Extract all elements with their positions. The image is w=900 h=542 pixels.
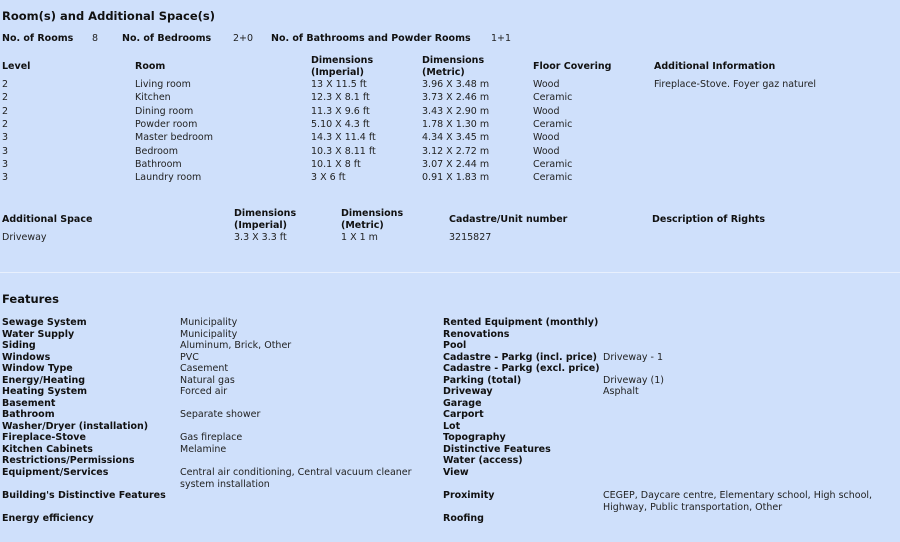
feature-left-label: Heating System — [2, 386, 88, 397]
bedrooms-count-label: No. of Bedrooms — [122, 33, 212, 44]
room-floor-cell: Wood — [533, 132, 560, 144]
feature-left-value: Central air conditioning, Central vacuum cleaner system installation — [180, 467, 412, 490]
feature-right-label: Water (access) — [443, 455, 523, 466]
features-section-title: Features — [2, 292, 59, 306]
feature-left-label: Energy efficiency — [2, 513, 94, 524]
feature-right-label: Proximity — [443, 490, 495, 501]
room-row — [0, 118, 900, 131]
room-room-cell: Living room — [135, 79, 191, 90]
feature-left-label: Fireplace-Stove — [2, 432, 86, 443]
feature-left-value: Forced air — [180, 386, 228, 397]
feature-left-value: Municipality — [180, 329, 238, 340]
feature-left-value: Gas fireplace — [180, 432, 243, 443]
feature-right-label: Roofing — [443, 513, 484, 524]
room-level-cell: 3 — [2, 145, 9, 157]
header-rights: Description of Rights — [652, 214, 766, 225]
space-cadastre: 3215827 — [449, 232, 492, 243]
feature-left-label: Energy/Heating — [2, 375, 86, 386]
rooms-count-value: 8 — [92, 33, 99, 44]
feature-left-label: Bathroom — [2, 409, 55, 420]
room-imperial-cell: 11.3 X 9.6 ft — [311, 105, 370, 117]
room-imperial-cell: 10.3 X 8.11 ft — [311, 145, 376, 157]
room-row — [0, 91, 900, 104]
header-cadastre: Cadastre/Unit number — [449, 214, 568, 225]
feature-right-label: Cadastre - Parkg (incl. price) — [443, 352, 598, 363]
feature-right-label: Renovations — [443, 329, 510, 340]
room-metric-cell: 3.07 X 2.44 m — [422, 158, 490, 170]
room-metric-cell: 3.43 X 2.90 m — [422, 105, 490, 117]
feature-right-label: Garage — [443, 398, 482, 409]
room-metric-cell: 3.96 X 3.48 m — [422, 79, 490, 90]
feature-left-label: Kitchen Cabinets — [2, 444, 93, 455]
header-space-dim-metric: Dimensions (Metric) — [341, 208, 404, 231]
feature-left-value: Casement — [180, 363, 229, 374]
room-row — [0, 145, 900, 158]
room-level-cell: 3 — [2, 132, 9, 144]
bedrooms-count-value: 2+0 — [233, 33, 254, 44]
room-room-cell: Bedroom — [135, 145, 178, 157]
room-metric-cell: 4.34 X 3.45 m — [422, 132, 490, 144]
room-imperial-cell: 12.3 X 8.1 ft — [311, 92, 370, 104]
room-room-cell: Laundry room — [135, 172, 202, 184]
room-floor-cell: Ceramic — [533, 172, 573, 184]
bathrooms-count-label: No. of Bathrooms and Powder Rooms — [271, 33, 471, 44]
feature-right-value: Asphalt — [603, 386, 639, 397]
header-space-dim-imperial: Dimensions (Imperial) — [234, 208, 297, 231]
header-floor-covering: Floor Covering — [533, 61, 612, 72]
space-name: Driveway — [2, 232, 47, 243]
additional-space-row — [0, 231, 900, 244]
room-floor-cell: Ceramic — [533, 118, 573, 130]
room-level-cell: 2 — [2, 79, 9, 90]
room-level-cell: 3 — [2, 158, 9, 170]
room-room-cell: Powder room — [135, 118, 198, 130]
feature-left-value: Separate shower — [180, 409, 261, 420]
feature-right-label: Parking (total) — [443, 375, 522, 386]
feature-left-label: Windows — [2, 352, 51, 363]
room-row — [0, 158, 900, 171]
room-metric-cell: 3.73 X 2.46 m — [422, 92, 490, 104]
feature-left-label: Equipment/Services — [2, 467, 109, 478]
room-floor-cell: Wood — [533, 105, 560, 117]
header-room: Room — [135, 61, 166, 72]
feature-left-value: Natural gas — [180, 375, 235, 386]
room-imperial-cell: 14.3 X 11.4 ft — [311, 132, 376, 144]
space-metric: 1 X 1 m — [341, 232, 378, 243]
header-additional-space: Additional Space — [2, 214, 93, 225]
section-divider — [0, 272, 900, 273]
room-metric-cell: 1.78 X 1.30 m — [422, 118, 490, 130]
feature-right-label: Rented Equipment (monthly) — [443, 317, 599, 328]
room-metric-cell: 0.91 X 1.83 m — [422, 172, 490, 184]
feature-left-label: Building's Distinctive Features — [2, 490, 166, 501]
feature-right-label: Carport — [443, 409, 484, 420]
feature-right-label: Topography — [443, 432, 506, 443]
feature-right-value: Driveway (1) — [603, 375, 665, 386]
feature-right-label: Distinctive Features — [443, 444, 551, 455]
feature-left-label: Sewage System — [2, 317, 87, 328]
room-level-cell: 2 — [2, 92, 9, 104]
room-room-cell: Master bedroom — [135, 132, 213, 144]
bathrooms-count-value: 1+1 — [491, 33, 512, 44]
feature-left-label: Basement — [2, 398, 56, 409]
rooms-summary — [0, 32, 900, 45]
header-additional-info: Additional Information — [654, 61, 776, 72]
room-floor-cell: Wood — [533, 79, 560, 90]
feature-left-label: Washer/Dryer (installation) — [2, 421, 149, 432]
feature-left-label: Siding — [2, 340, 36, 351]
header-dim-imperial: Dimensions (Imperial) — [311, 55, 374, 78]
room-room-cell: Bathroom — [135, 158, 182, 170]
room-room-cell: Dining room — [135, 105, 194, 117]
room-imperial-cell: 13 X 11.5 ft — [311, 79, 367, 90]
room-room-cell: Kitchen — [135, 92, 171, 104]
rooms-count-label: No. of Rooms — [2, 33, 74, 44]
room-floor-cell: Ceramic — [533, 92, 573, 104]
feature-right-value: Driveway - 1 — [603, 352, 664, 363]
feature-left-value: PVC — [180, 352, 199, 363]
room-row — [0, 171, 900, 184]
feature-left-label: Restrictions/Permissions — [2, 455, 135, 466]
rooms-section-title: Room(s) and Additional Space(s) — [2, 9, 215, 23]
room-info-cell: Fireplace-Stove. Foyer gaz naturel — [654, 79, 816, 90]
room-row — [0, 105, 900, 118]
room-level-cell: 2 — [2, 118, 9, 130]
feature-right-label: View — [443, 467, 469, 478]
room-level-cell: 3 — [2, 172, 9, 184]
header-level: Level — [2, 61, 31, 72]
room-row — [0, 131, 900, 144]
feature-left-label: Water Supply — [2, 329, 75, 340]
room-imperial-cell: 3 X 6 ft — [311, 172, 346, 184]
feature-right-label: Pool — [443, 340, 467, 351]
header-dim-metric: Dimensions (Metric) — [422, 55, 485, 78]
room-imperial-cell: 10.1 X 8 ft — [311, 158, 361, 170]
feature-left-label: Window Type — [2, 363, 73, 374]
room-level-cell: 2 — [2, 105, 9, 117]
feature-left-value: Municipality — [180, 317, 238, 328]
feature-right-value: CEGEP, Daycare centre, Elementary school, High school, Highway, Public transportation, Other — [603, 490, 873, 513]
room-row — [0, 78, 900, 91]
feature-right-label: Cadastre - Parkg (excl. price) — [443, 363, 600, 374]
room-imperial-cell: 5.10 X 4.3 ft — [311, 118, 370, 130]
feature-right-label: Lot — [443, 421, 461, 432]
room-metric-cell: 3.12 X 2.72 m — [422, 145, 490, 157]
feature-left-value: Melamine — [180, 444, 227, 455]
room-floor-cell: Wood — [533, 145, 560, 157]
room-floor-cell: Ceramic — [533, 158, 573, 170]
feature-left-value: Aluminum, Brick, Other — [180, 340, 292, 351]
feature-right-label: Driveway — [443, 386, 493, 397]
space-imperial: 3.3 X 3.3 ft — [234, 232, 287, 243]
